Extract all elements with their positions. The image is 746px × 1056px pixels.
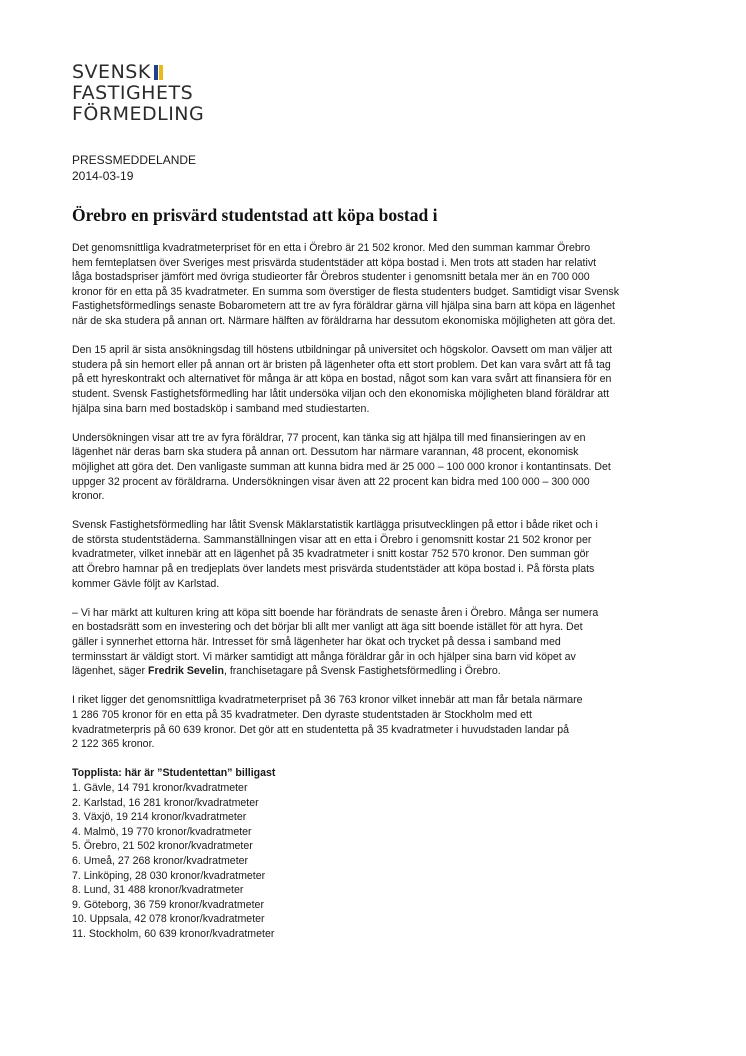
logo-line-3: FÖRMEDLING	[72, 103, 205, 125]
flag-icon	[154, 64, 164, 79]
press-release-date: 2014-03-19	[72, 169, 134, 183]
company-logo	[72, 62, 204, 125]
list-item: 4. Malmö, 19 770 kronor/kvadratmeter	[72, 825, 252, 838]
list-item: 9. Göteborg, 36 759 kronor/kvadratmeter	[72, 898, 264, 911]
logo-line-1: SVENSK	[72, 62, 204, 83]
press-release-meta	[72, 152, 196, 184]
toplist-title: Topplista: här är ”Studentettan” billigast	[72, 767, 276, 780]
toplist	[72, 766, 692, 941]
list-item: 2. Karlstad, 16 281 kronor/kvadratmeter	[72, 796, 259, 809]
paragraph-2: Den 15 april är sista ansökningsdag till höstens utbildningar på universitet och högskolor. Oavsett om man väljer att studera på sin hemort eller på annan ort är bristen på lägenheter ofta ett stort problem. Det kan vara svårt att få tag på ett hyreskontrakt och alternativet för många är att köpa en bostad, något som kan vara svårt att finansiera för en student. Svensk Fastighetsförmedling har låtit undersöka viljan och den ekonomiska möjligheten bland föräldrar att hjälpa sina barn med bostadsköp i samband med studiestarten.	[72, 344, 612, 415]
list-item: 7. Linköping, 28 030 kronor/kvadratmeter	[72, 869, 266, 882]
list-item: 11. Stockholm, 60 639 kronor/kvadratmeter	[72, 927, 275, 940]
paragraph-1: Det genomsnittliga kvadratmeterpriset för en etta i Örebro är 21 502 kronor. Med den summan kammar Örebro hem femteplatsen över Sveriges mest prisvärda studentstäder att köpa bostad i. Men trots att staden har relativt låga bostadspriser jämfört med övriga studieorter får Örebros studenter i genomsnitt betala mer än en 700 000 kronor för en etta på 35 kvadratmeter. En summa som överstiger de flesta studenters budget. Samtidigt visar Svensk Fastighetsförmedlings senaste Bobarometern att tre av fyra föräldrar gärna vill hjälpa sina barn att köpa en lägenhet när de ska studera på annan ort. Närmare hälften av föräldrarna har dessutom ekonomiska möjligheten att göra det.	[72, 242, 620, 327]
list-item: 5. Örebro, 21 502 kronor/kvadratmeter	[72, 840, 253, 853]
quote-paragraph: – Vi har märkt att kulturen kring att köpa sitt boende har förändrats de senaste åren i Örebro. Många ser numera en bostadsrätt som en investering och det börjar bli allt mer vanligt att äga sitt boende istället för att hyra. Det gäller i synnerhet ettorna här. Intresset för små lägenheter har ökat och trycket på dessa i samband med terminsstart är väldigt stort. Vi märker samtidigt att många föräldrar går in och hjälper sina barn vid köpet av lägenhet, säger Fredrik Sevelin, franchisetagare på Svensk Fastighetsförmedling i Örebro.	[72, 606, 599, 678]
list-item: 1. Gävle, 14 791 kronor/kvadratmeter	[72, 781, 248, 794]
press-release-label: PRESSMEDDELANDE	[72, 153, 197, 167]
page-title: Örebro en prisvärd studentstad att köpa bostad i	[72, 205, 438, 225]
paragraph-3: Undersökningen visar att tre av fyra föräldrar, 77 procent, kan tänka sig att hjälpa till med finansieringen av en lägenhet när deras barn ska studera på annan ort. Dessutom har närmare varannan, 48 procent, ekonomisk möjlighet att göra det. Den vanligaste summan att kunna bidra med är 25 000 – 100 000 kronor i kontantinsats. Det uppger 32 procent av föräldrarna. Undersökningen visar även att 22 procent kan bidra med 100 000 – 300 000 kronor.	[72, 431, 611, 503]
list-item: 6. Umeå, 27 268 kronor/kvadratmeter	[72, 854, 249, 867]
article-body	[72, 241, 692, 942]
paragraph-4: Svensk Fastighetsförmedling har låtit Svensk Mäklarstatistik kartlägga prisutvecklingen på ettor i både riket och i de största studentstäderna. Sammanställningen visar att en etta i Örebro i genomsnitt kostar 21 502 kronor per kvadratmeter, vilket innebär att en lägenhet på 35 kvadratmeter i snitt kostar 752 570 kronor. Den summan gör att Örebro hamnar på en tredjeplats över landets mest prisvärda studentstäder att köpa bostad i. På första plats kommer Gävle följt av Karlstad.	[72, 519, 598, 590]
list-item: 10. Uppsala, 42 078 kronor/kvadratmeter	[72, 913, 265, 926]
paragraph-6: I riket ligger det genomsnittliga kvadratmeterpriset på 36 763 kronor vilket innebär att man får betala närmare 1 286 705 kronor för en etta på 35 kvadratmeter. Den dyraste studentstaden är Stockholm med ett kvadratmeterpris på 60 639 kronor. Det gör att en studentetta på 35 kvadratmeter i huvudstaden landar på 2 122 365 kronor.	[72, 694, 583, 751]
list-item: 8. Lund, 31 488 kronor/kvadratmeter	[72, 884, 244, 897]
list-item: 3. Växjö, 19 214 kronor/kvadratmeter	[72, 811, 247, 824]
speaker-name: Fredrik Sevelin	[147, 665, 224, 678]
logo-line-2: FASTIGHETS	[72, 82, 194, 104]
